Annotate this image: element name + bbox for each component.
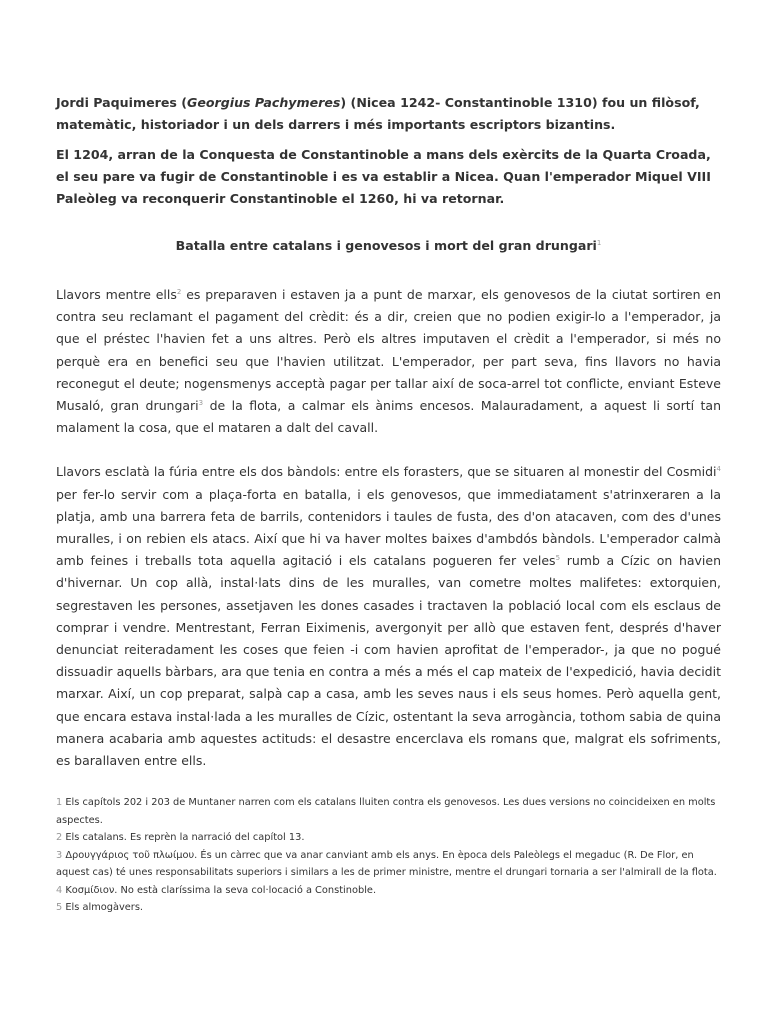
footnote-ref[interactable]: 5 [555,554,561,563]
footnote [56,847,721,882]
footnote-text: Δρουγγάριος τοῦ πλωίμου. És un càrrec que va anar canviant amb els anys. En època dels Paleòlegs el megaduc (R. De Flor, en aquest cas) té unes responsabilitats superiors i similars a les de primer ministre, mentre el drungari tornaria a ser l'almirall de la flota. [56,849,717,879]
intro-section [56,92,721,210]
footnote-ref[interactable]: 2 [176,287,182,296]
intro-text: ) (Nicea 1242- Constantinoble 1310) fou un filòsof, matemàtic, historiador i un dels darrers i més importants escriptors bizantins. [56,95,700,132]
footnotes [56,794,721,917]
section-title [56,236,721,256]
body-paragraph-1 [56,284,721,439]
footnote-number: 2 [56,832,63,844]
footnote-number: 1 [56,797,63,809]
footnote-text: Els almogàvers. [65,902,144,914]
body-text: rumb a Cízic on havien d'hivernar. Un cop allà, instal·lats dins de les muralles, van cometre moltes malifetes: extorquien, segrestaven les persones, assetjaven les dones casades i tractaven la població local com els esclaus de comprar i vendre. Mentrestant, Ferran Eiximenis, avergonyit per allò que estaven fent, després d'haver denunciat reiteradament les coses que feien -i com havien aprofitat de l'emperador-, ja que no pogué dissuadir aquells bàrbars, ara que tenia en contra a més a més el cap mateix de l'expedició, havia decidit marxar. Així, un cop preparat, salpà cap a casa, amb les seves naus i els seus homes. Però aquella gent, que encara estava instal·lada a les muralles de Cízic, ostentant la seva arrogància, tothom sabia de quina manera acabaria amb aquestes actituds: el desastre encerclava els romans que, malgrat els sofriments, es barallaven entre ells. [56,553,722,769]
body-section [56,284,721,772]
footnote-text: Κοσμίδιον. No està claríssima la seva col·locació a Constinoble. [65,884,377,896]
footnote [56,899,721,917]
body-text: Llavors esclatà la fúria entre els dos bàndols: entre els forasters, que se situaren al monestir del Cosmidi [56,464,717,480]
footnote-number: 3 [56,849,63,861]
footnote-text: Els capítols 202 i 203 de Muntaner narren com els catalans lluiten contra els genovesos. Les dues versions no coincideixen en molts aspectes. [56,797,716,826]
footnote-ref[interactable]: 3 [198,398,204,407]
footnote [56,829,721,847]
intro-text: Jordi Paquimeres ( [56,95,188,110]
footnote-ref[interactable]: 4 [716,465,721,474]
latin-name: Georgius Pachymeres [187,95,341,110]
footnote-ref[interactable]: 1 [596,238,602,247]
footnote-number: 5 [56,902,63,914]
body-text: per fer-lo servir com a plaça-forta en batalla, i els genovesos, que immediatament s'atrinxeraren a la platja, amb una barrera feta de barrils, contenidors i taules de fusta, des d'on atacaven, com des d'unes muralles, i on rebien els atacs. Així que hi va haver moltes baixes d'ambdós bàndols. L'emperador calmà amb feines i treballs tota aquella agitació i els catalans pogueren fer veles [56,486,721,569]
body-text: de la flota, a calmar els ànims encesos. Malauradament, a aquest li sortí tan malament la cosa, que el mataren a dalt del cavall. [56,398,722,436]
body-text: Llavors mentre ells [56,287,177,302]
footnote-number: 4 [56,884,63,896]
footnote-text: Els catalans. Es reprèn la narració del capítol 13. [65,832,305,844]
intro-paragraph-1 [56,92,721,136]
body-text: es preparaven i estaven ja a punt de marxar, els genovesos de la ciutat sortiren en contra seu reclamant el pagament del crèdit: és a dir, creien que no podien exigir-lo a l'emperador, ja que el préstec l'havien fet a uns altres. Però els altres imputaven el crèdit a l'emperador, si més no perquè era en benefici seu que l'havien utilitzat. L'emperador, per part seva, fins llavors no havia reconegut el deute; nogensmenys acceptà pagar per tallar així de soca-arrel tot conflicte, enviant Esteve Musaló, gran drungari [56,287,721,414]
footnote [56,794,721,829]
body-paragraph-2 [56,461,721,772]
footnote [56,882,721,900]
section-title-text: Batalla entre catalans i genovesos i mort del gran drungari [175,238,597,253]
intro-paragraph-2: El 1204, arran de la Conquesta de Constantinoble a mans dels exèrcits de la Quarta Croada, el seu pare va fugir de Constantinoble i es va establir a Nicea. Quan l'emperador Miquel VIII Paleòleg va reconquerir Constantinoble el 1260, hi va retornar. [56,147,711,206]
